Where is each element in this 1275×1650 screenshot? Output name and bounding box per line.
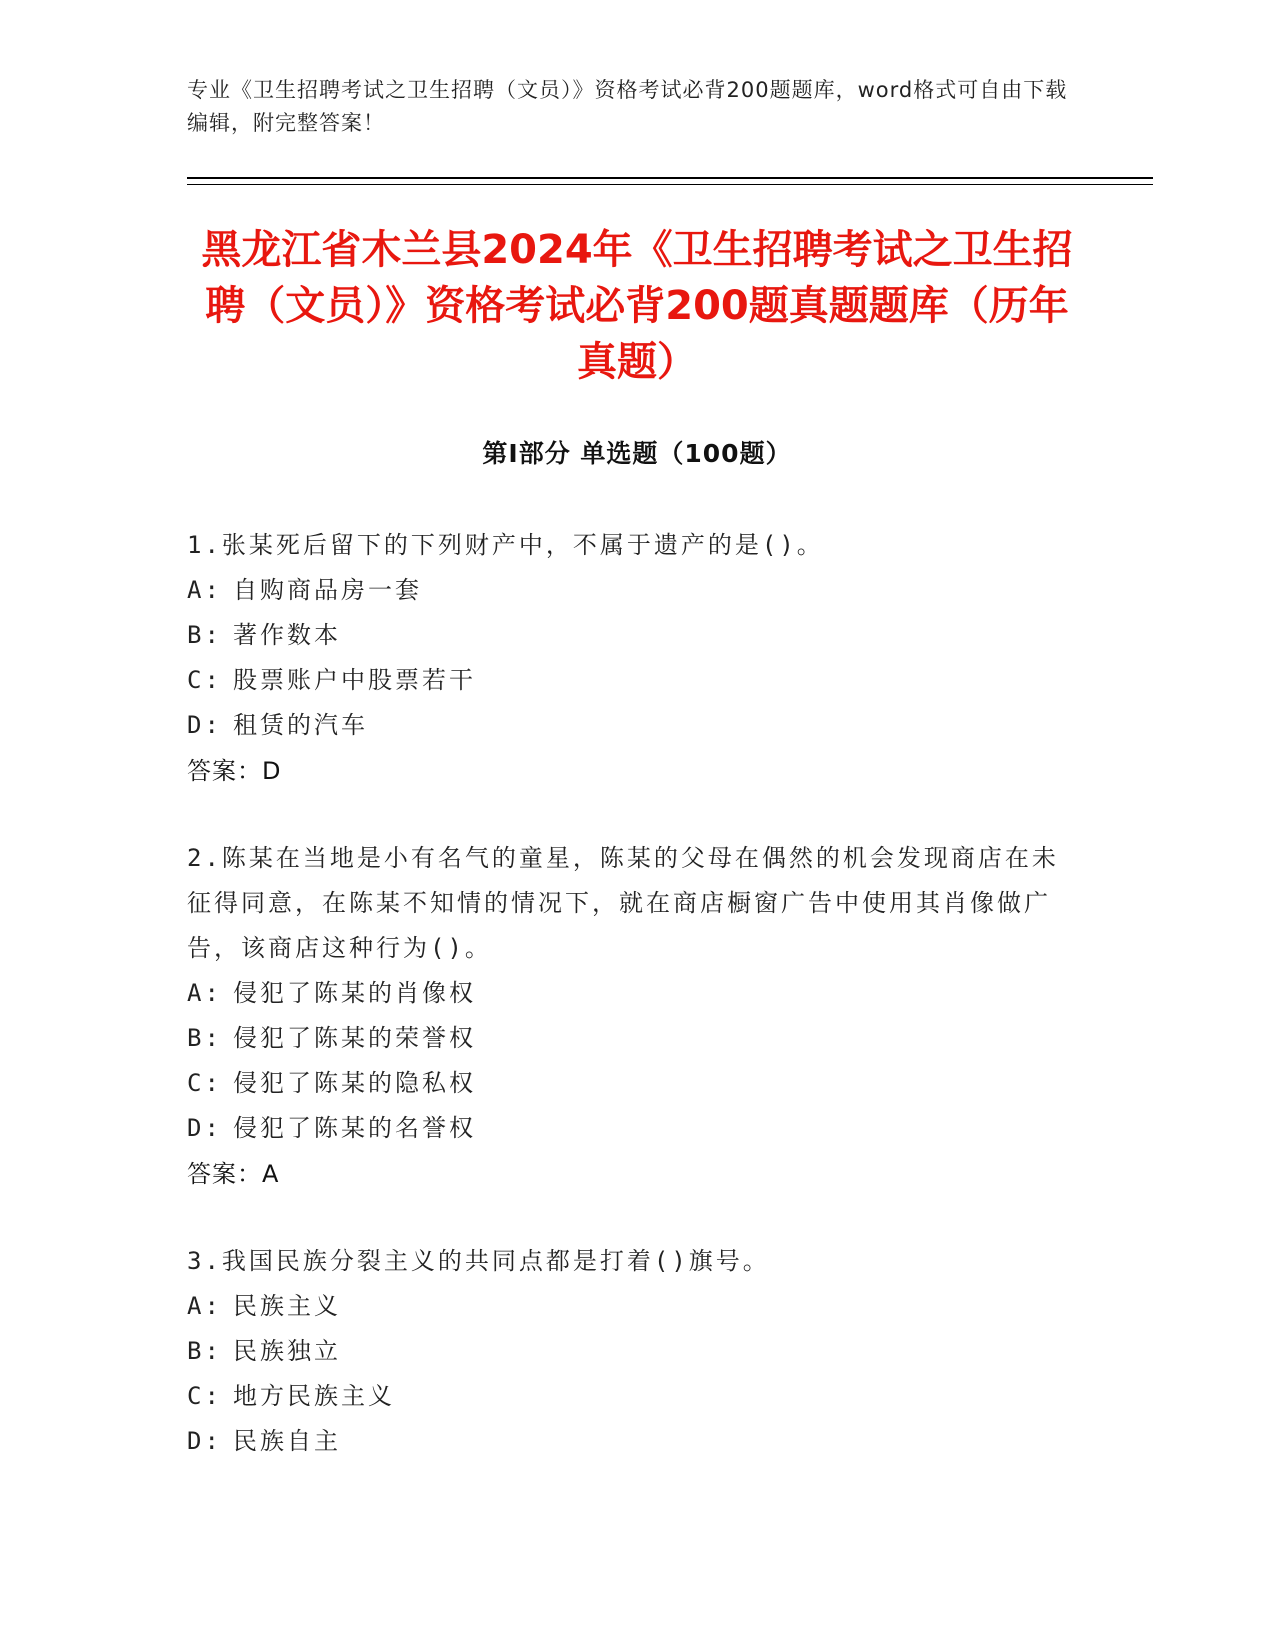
option-d xyxy=(187,1106,1067,1151)
option-text: 股票账户中股票若干 xyxy=(233,666,476,694)
option-letter: B: xyxy=(187,621,222,649)
option-letter: C: xyxy=(187,1069,222,1097)
option-letter: D: xyxy=(187,711,222,739)
option-text: 著作数本 xyxy=(233,621,341,649)
option-text: 民族独立 xyxy=(233,1337,341,1365)
option-letter: D: xyxy=(187,1114,222,1142)
option-b xyxy=(187,613,1067,658)
header-rule-thin xyxy=(187,184,1153,185)
option-text: 侵犯了陈某的荣誉权 xyxy=(233,1024,476,1052)
option-letter: A: xyxy=(187,979,222,1007)
option-letter: A: xyxy=(187,576,222,604)
option-c xyxy=(187,1374,1067,1419)
option-text: 侵犯了陈某的肖像权 xyxy=(233,979,476,1007)
option-text: 民族主义 xyxy=(233,1292,341,1320)
question-3 xyxy=(187,1239,1067,1464)
answer-text: 答案：A xyxy=(187,1160,280,1188)
question-list xyxy=(187,523,1067,1506)
option-text: 侵犯了陈某的隐私权 xyxy=(233,1069,476,1097)
option-a xyxy=(187,971,1067,1016)
option-letter: A: xyxy=(187,1292,222,1320)
header-rule-thick xyxy=(187,177,1153,179)
question-1 xyxy=(187,523,1067,794)
option-a xyxy=(187,568,1067,613)
section-title: 第I部分 单选题（100题） xyxy=(482,439,792,468)
option-b xyxy=(187,1016,1067,1061)
answer-text: 答案：D xyxy=(187,757,282,785)
option-d xyxy=(187,1419,1067,1464)
option-letter: D: xyxy=(187,1427,222,1455)
option-c xyxy=(187,1061,1067,1106)
question-2 xyxy=(187,836,1067,1197)
option-letter: B: xyxy=(187,1024,222,1052)
option-text: 租赁的汽车 xyxy=(233,711,368,739)
option-d xyxy=(187,703,1067,748)
option-letter: C: xyxy=(187,1382,222,1410)
header-note: 专业《卫生招聘考试之卫生招聘（文员）》资格考试必背200题题库，word格式可自由下载编辑，附完整答案！ xyxy=(187,78,1068,135)
question-stem: 1.张某死后留下的下列财产中，不属于遗产的是()。 xyxy=(187,531,824,559)
option-text: 自购商品房一套 xyxy=(233,576,422,604)
option-a xyxy=(187,1284,1067,1329)
option-text: 侵犯了陈某的名誉权 xyxy=(233,1114,476,1142)
option-c xyxy=(187,658,1067,703)
option-text: 民族自主 xyxy=(233,1427,341,1455)
question-stem: 3.我国民族分裂主义的共同点都是打着()旗号。 xyxy=(187,1247,770,1275)
option-letter: C: xyxy=(187,666,222,694)
question-stem: 2.陈某在当地是小有名气的童星，陈某的父母在偶然的机会发现商店在未征得同意，在陈某不知情的情况下，就在商店橱窗广告中使用其肖像做广告，该商店这种行为()。 xyxy=(187,844,1059,962)
option-text: 地方民族主义 xyxy=(233,1382,395,1410)
document-title: 黑龙江省木兰县2024年《卫生招聘考试之卫生招聘（文员）》资格考试必背200题真题题库（历年真题） xyxy=(201,227,1073,385)
option-b xyxy=(187,1329,1067,1374)
option-letter: B: xyxy=(187,1337,222,1365)
